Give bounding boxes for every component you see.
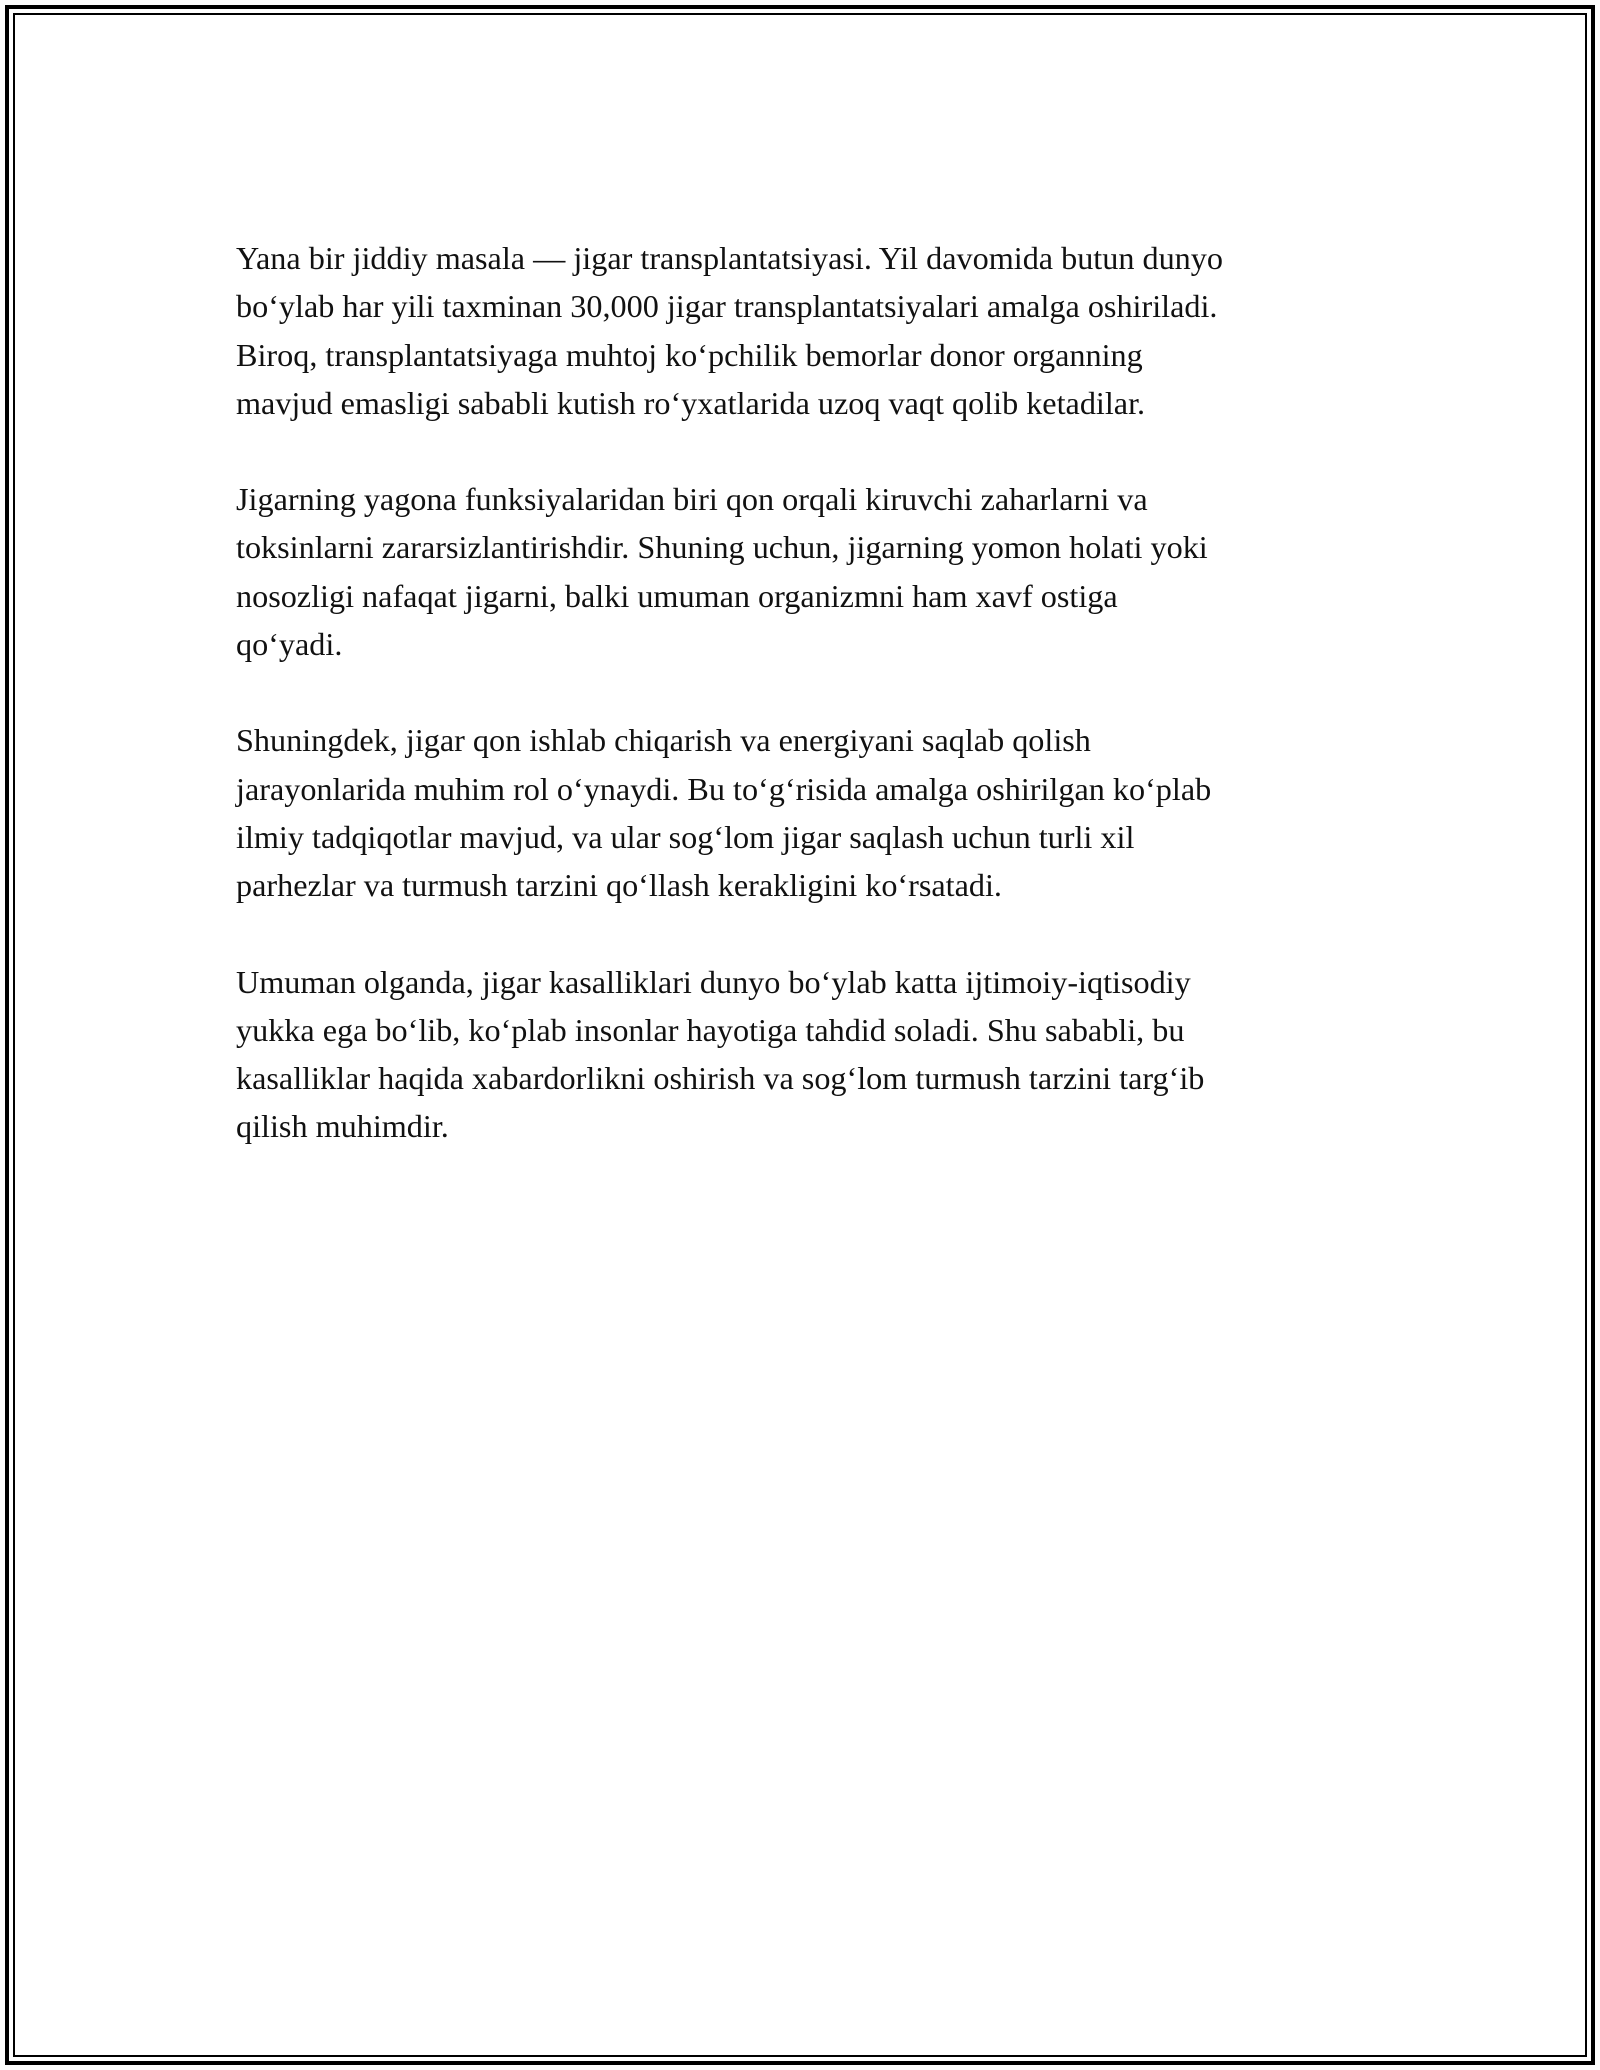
text-line: kasalliklar haqida xabardorlikni oshirish va sog‘lom turmush tarzini targ‘ib [236,1060,1205,1097]
text-line: qo‘yadi. [236,626,343,663]
paragraph-conclusion [236,958,1376,1151]
text-line: Yana bir jiddiy masala — jigar transplantatsiyasi. Yil davomida butun dunyo [236,240,1223,276]
text-line: Umuman olganda, jigar kasalliklari dunyo bo‘ylab katta ijtimoiy-iqtisodiy [236,963,1191,1000]
text-line: yukka ega bo‘lib, ko‘plab insonlar hayotiga tahdid soladi. Shu sababli, bu [236,1011,1185,1048]
text-line: parhezlar va turmush tarzini qo‘llash kerakligini ko‘rsatadi. [236,867,1002,904]
paragraph-liver-blood-energy [236,716,1376,909]
text-line: Jigarning yagona funksiyalaridan biri qon orqali kiruvchi zaharlarni va [236,481,1148,518]
text-line: ilmiy tadqiqotlar mavjud, va ular sog‘lom jigar saqlash uchun turli xil [236,818,1135,855]
text-line: jarayonlarida muhim rol o‘ynaydi. Bu to‘g‘risida amalga oshirilgan ko‘plab [236,770,1212,807]
paragraph-liver-transplantation [236,234,1376,427]
text-line: qilish muhimdir. [236,1108,449,1145]
text-line: Shuningdek, jigar qon ishlab chiqarish va energiyani saqlab qolish [236,722,1091,759]
text-line: nosozligi nafaqat jigarni, balki umuman organizmni ham xavf ostiga [236,577,1118,614]
paragraph-liver-detox-function [236,475,1376,668]
text-line: mavjud emasligi sababli kutish ro‘yxatlarida uzoq vaqt qolib ketadilar. [236,384,1146,421]
text-line: toksinlarni zararsizlantirishdir. Shuning uchun, jigarning yomon holati yoki [236,529,1208,566]
text-line: Biroq, transplantatsiyaga muhtoj ko‘pchilik bemorlar donor organning [236,336,1143,373]
document-body [236,234,1376,1199]
text-line: bo‘ylab har yili taxminan 30,000 jigar transplantatsiyalari amalga oshiriladi. [236,288,1218,325]
